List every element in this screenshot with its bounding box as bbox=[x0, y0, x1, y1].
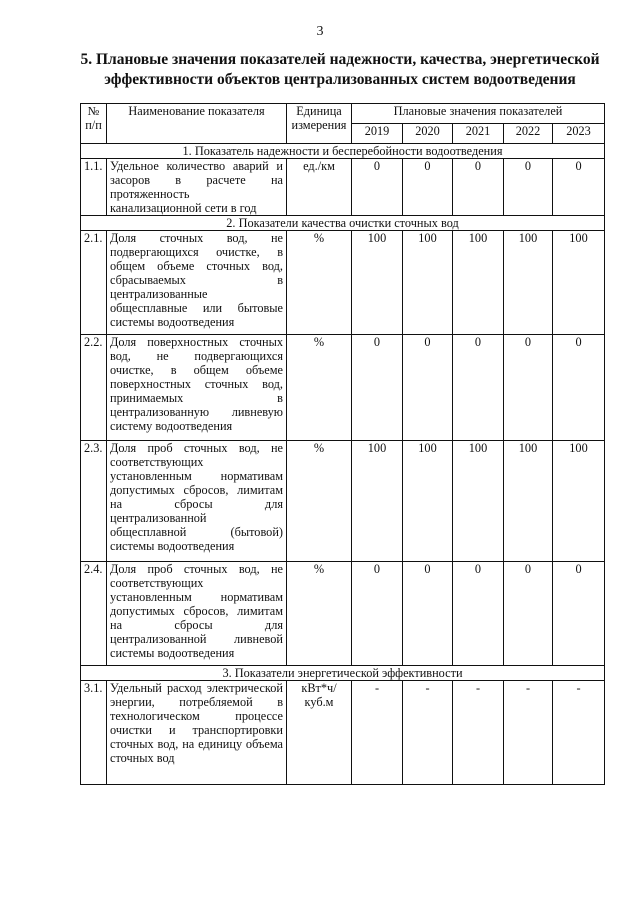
plan-value: 0 bbox=[403, 335, 453, 441]
section-title-line-1: 5. Плановые значения показателей надежности, качества, энергетической bbox=[80, 51, 600, 68]
plan-value: 0 bbox=[504, 562, 553, 666]
indicator-name: Доля поверхностных сточных вод, не подвергающихся очистке, в общем объеме поверхностных сточных вод, принимаемых в централизованную ливневую систему водоотведения bbox=[107, 335, 287, 441]
indicator-name: Доля проб сточных вод, не соответствующих установленным нормативам допустимых сбросов, лимитам на сбросы для централизованной общесплавной (бытовой) системы водоотведения bbox=[107, 441, 287, 562]
plan-value: 0 bbox=[352, 159, 403, 216]
indicator-unit: % bbox=[287, 231, 352, 335]
plan-value: - bbox=[453, 681, 504, 785]
indicator-unit: кВт*ч/ куб.м bbox=[287, 681, 352, 785]
column-header-plan: Плановые значения показателей bbox=[352, 104, 605, 124]
plan-value: 100 bbox=[553, 231, 605, 335]
table-row bbox=[81, 681, 605, 785]
indicator-name: Доля проб сточных вод, не соответствующих установленным нормативам допустимых сбросов, лимитам на сбросы для централизованной ливневой системы водоотведения bbox=[107, 562, 287, 666]
plan-value: 100 bbox=[453, 231, 504, 335]
table-row bbox=[81, 562, 605, 666]
plan-value: 0 bbox=[352, 335, 403, 441]
indicator-name: Удельный расход электрической энергии, потребляемой в технологическом процессе очистки и транспортировки сточных вод, на единицу объема сточных вод bbox=[107, 681, 287, 785]
indicator-name: Удельное количество аварий и засоров в расчете на протяженность канализационной сети в год bbox=[107, 159, 287, 216]
row-number: 2.2. bbox=[81, 335, 107, 441]
plan-value: 0 bbox=[453, 159, 504, 216]
column-header-year: 2023 bbox=[553, 124, 605, 144]
plan-value: 0 bbox=[553, 159, 605, 216]
row-number: 3.1. bbox=[81, 681, 107, 785]
indicator-unit: % bbox=[287, 335, 352, 441]
section-title bbox=[60, 50, 620, 90]
plan-value: - bbox=[403, 681, 453, 785]
column-header-unit: Единица измерения bbox=[287, 104, 352, 144]
indicator-unit: ед./км bbox=[287, 159, 352, 216]
plan-value: 100 bbox=[403, 231, 453, 335]
plan-value: 0 bbox=[403, 562, 453, 666]
plan-value: 0 bbox=[453, 335, 504, 441]
section-heading: 2. Показатели качества очистки сточных вод bbox=[81, 216, 605, 231]
plan-value: 0 bbox=[403, 159, 453, 216]
indicator-name: Доля сточных вод, не подвергающихся очистке, в общем объеме сточных вод, сбрасываемых в централизованные общесплавные или бытовые системы водоотведения bbox=[107, 231, 287, 335]
indicator-unit: % bbox=[287, 441, 352, 562]
plan-value: 100 bbox=[504, 441, 553, 562]
row-number: 2.3. bbox=[81, 441, 107, 562]
plan-value: 100 bbox=[352, 231, 403, 335]
plan-value: - bbox=[553, 681, 605, 785]
plan-value: 0 bbox=[553, 562, 605, 666]
column-header-year: 2019 bbox=[352, 124, 403, 144]
section-heading: 3. Показатели энергетической эффективности bbox=[81, 666, 605, 681]
indicators-table bbox=[80, 103, 605, 785]
section-title-line-2: эффективности объектов централизованных систем водоотведения bbox=[104, 71, 576, 88]
plan-value: 100 bbox=[553, 441, 605, 562]
plan-value: 100 bbox=[453, 441, 504, 562]
row-number: 2.1. bbox=[81, 231, 107, 335]
plan-value: 0 bbox=[504, 335, 553, 441]
column-header-name: Наименование показателя bbox=[107, 104, 287, 144]
table-row bbox=[81, 441, 605, 562]
column-header-year: 2021 bbox=[453, 124, 504, 144]
column-header-number: № п/п bbox=[81, 104, 107, 144]
column-header-year: 2020 bbox=[403, 124, 453, 144]
table-row bbox=[81, 159, 605, 216]
page-number: 3 bbox=[316, 24, 324, 39]
plan-value: - bbox=[352, 681, 403, 785]
table-row bbox=[81, 231, 605, 335]
column-header-year: 2022 bbox=[504, 124, 553, 144]
plan-value: 0 bbox=[352, 562, 403, 666]
plan-value: 0 bbox=[453, 562, 504, 666]
plan-value: - bbox=[504, 681, 553, 785]
section-heading: 1. Показатель надежности и бесперебойности водоотведения bbox=[81, 144, 605, 159]
table-row bbox=[81, 335, 605, 441]
plan-value: 100 bbox=[352, 441, 403, 562]
plan-value: 0 bbox=[504, 159, 553, 216]
plan-value: 100 bbox=[504, 231, 553, 335]
row-number: 1.1. bbox=[81, 159, 107, 216]
row-number: 2.4. bbox=[81, 562, 107, 666]
plan-value: 0 bbox=[553, 335, 605, 441]
plan-value: 100 bbox=[403, 441, 453, 562]
indicator-unit: % bbox=[287, 562, 352, 666]
